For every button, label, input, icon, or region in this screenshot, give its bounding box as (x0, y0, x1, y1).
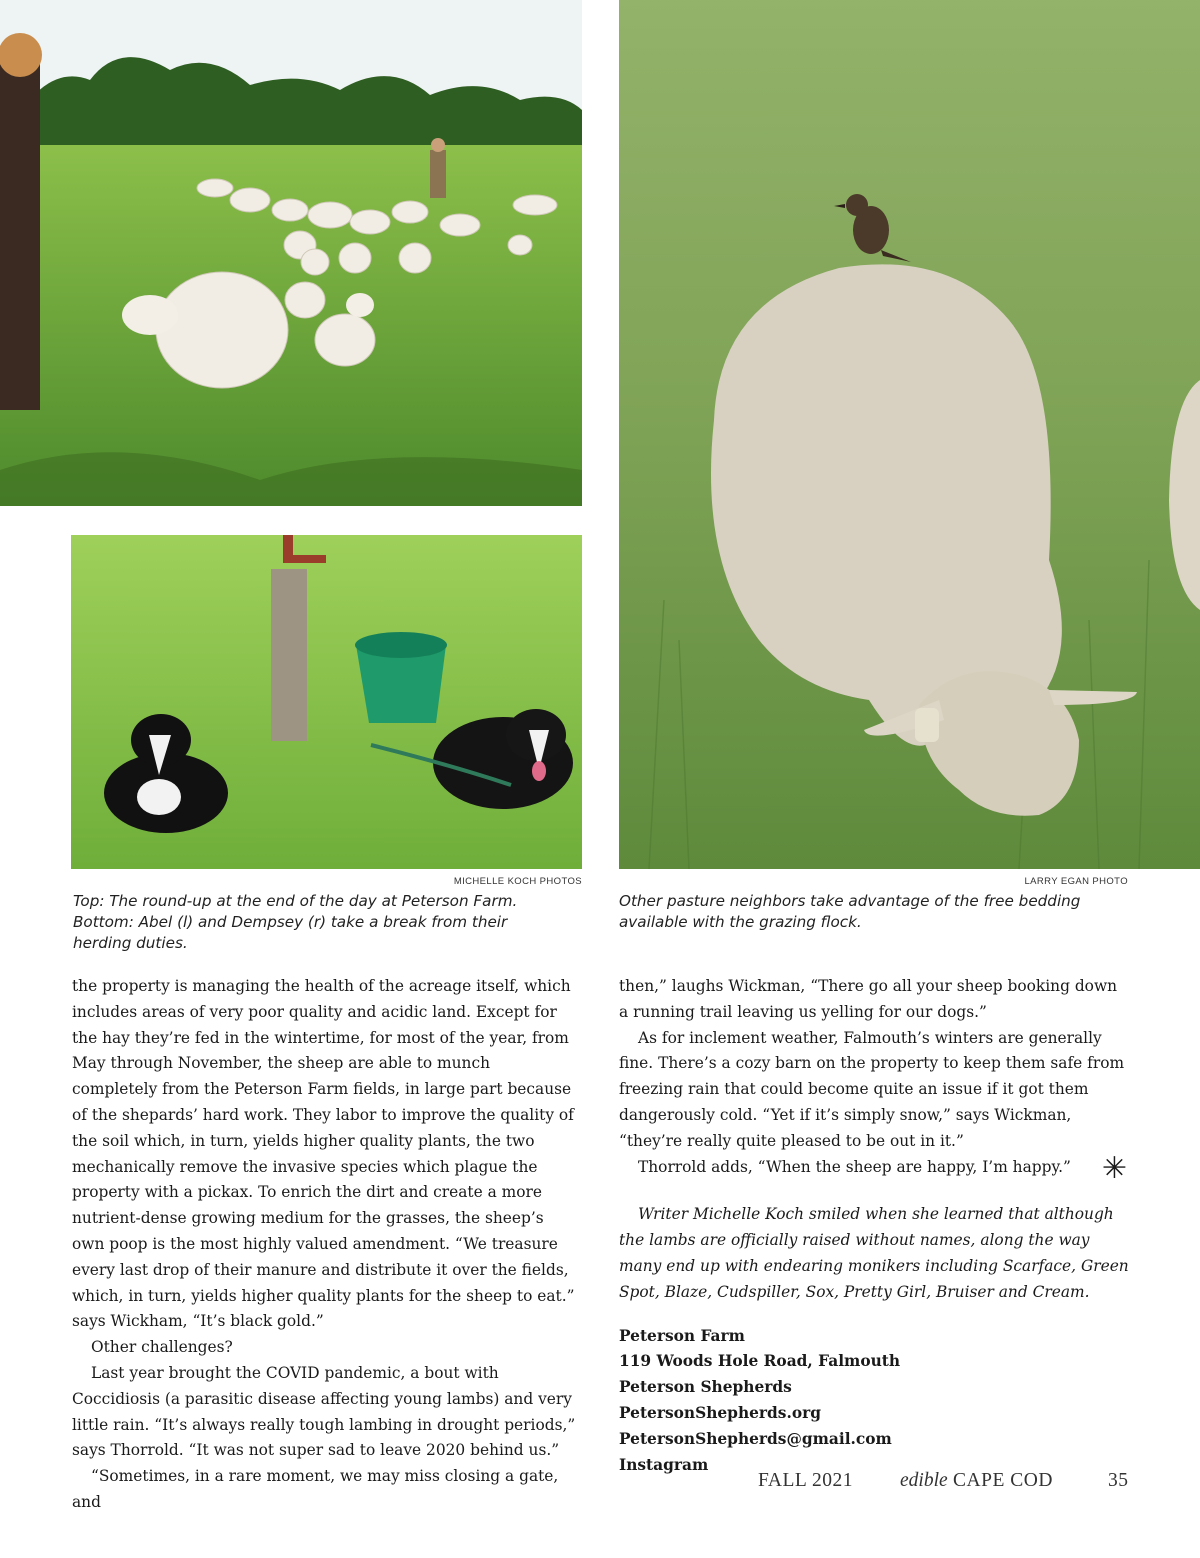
caption-line: Bottom: Abel (l) and Dempsey (r) take a break from their (73, 913, 508, 931)
contact-instagram[interactable]: Instagram (619, 1455, 709, 1474)
right-caption (619, 891, 1159, 933)
author-bio: Writer Michelle Koch smiled when she learned that although the lambs are officially raised without names, along the way many end up with endearing monikers including Scarface, Green Spot, Blaze, Cudspiller, Sox, Pretty Girl, Bruiser and Cream. (619, 1205, 1129, 1301)
closing-quote: Thorrold adds, “When the sheep are happy, I’m happy.” (638, 1157, 1071, 1176)
farm-contact-block (619, 1324, 1129, 1479)
left-caption (73, 891, 593, 954)
dogs-photo (71, 535, 582, 869)
caption-line: Top: The round-up at the end of the day at Peterson Farm. (73, 892, 518, 910)
contact-address: 119 Woods Hole Road, Falmouth (619, 1352, 901, 1371)
article-right-column (619, 974, 1129, 1478)
contact-business-name: Peterson Shepherds (619, 1378, 792, 1397)
left-photo-credit: MICHELLE KOCH PHOTOS (453, 876, 582, 887)
folio-magazine-title (900, 1470, 1053, 1492)
end-mark-icon: ✳ (1101, 1150, 1128, 1186)
right-photo-credit: LARRY EGAN PHOTO (1024, 876, 1128, 887)
folio-magazine-italic: edible (900, 1470, 948, 1491)
contact-email[interactable]: PetersonShepherds@gmail.com (619, 1429, 892, 1448)
grazing-sheep-photo (619, 0, 1200, 869)
article-left-column (72, 974, 580, 1516)
body-paragraph: then,” laughs Wickman, “There go all your sheep booking down a running trail leaving us yelling for our dogs.” (619, 977, 1118, 1021)
contact-website[interactable]: PetersonShepherds.org (619, 1403, 821, 1422)
caption-line: available with the grazing flock. (619, 913, 862, 931)
contact-farm-name: Peterson Farm (619, 1326, 745, 1345)
body-paragraph: Other challenges? (91, 1338, 233, 1357)
caption-line: herding duties. (73, 934, 188, 952)
body-paragraph: “Sometimes, in a rare moment, we may miss closing a gate, and (72, 1467, 559, 1511)
folio-issue: FALL 2021 (758, 1470, 853, 1491)
folio-magazine-rest: CAPE COD (953, 1470, 1053, 1491)
body-paragraph (619, 1150, 1129, 1186)
body-paragraph: As for inclement weather, Falmouth’s winters are generally fine. There’s a cozy barn on the property to keep them safe from freezing rain that could become quite an issue if it got them dangerously cold. “Yet if it’s simply snow,” says Wickman, “they’re really quite pleased to be out in it.” (619, 1028, 1125, 1150)
roundup-photo (0, 0, 582, 506)
page-number: 35 (1108, 1470, 1129, 1491)
caption-line: Other pasture neighbors take advantage of the free bedding (619, 892, 1081, 910)
body-paragraph: Last year brought the COVID pandemic, a bout with Coccidiosis (a parasitic disease affecting young lambs) and very little rain. “It’s always really tough lambing in drought periods,” says Thorrold. “It was not super sad to leave 2020 behind us.” (72, 1363, 576, 1460)
body-paragraph: the property is managing the health of the acreage itself, which includes areas of very poor quality and acidic land. Except for the hay they’re fed in the wintertime, for most of the year, from May through November, the sheep are able to munch completely from the Peterson Farm fields, in large part because of the shepards’ hard work. They labor to improve the quality of the soil which, in turn, yields higher quality plants, the two mechanically remove the invasive species which plague the property with a pickax. To enrich the dirt and create a more nutrient-dense growing medium for the grasses, the sheep’s own poop is the most highly valued amendment. “We treasure every last drop of their manure and distribute it over the fields, which, in turn, yields higher quality plants for the sheep to eat.” says Wickham, “It’s black gold.” (72, 977, 575, 1331)
